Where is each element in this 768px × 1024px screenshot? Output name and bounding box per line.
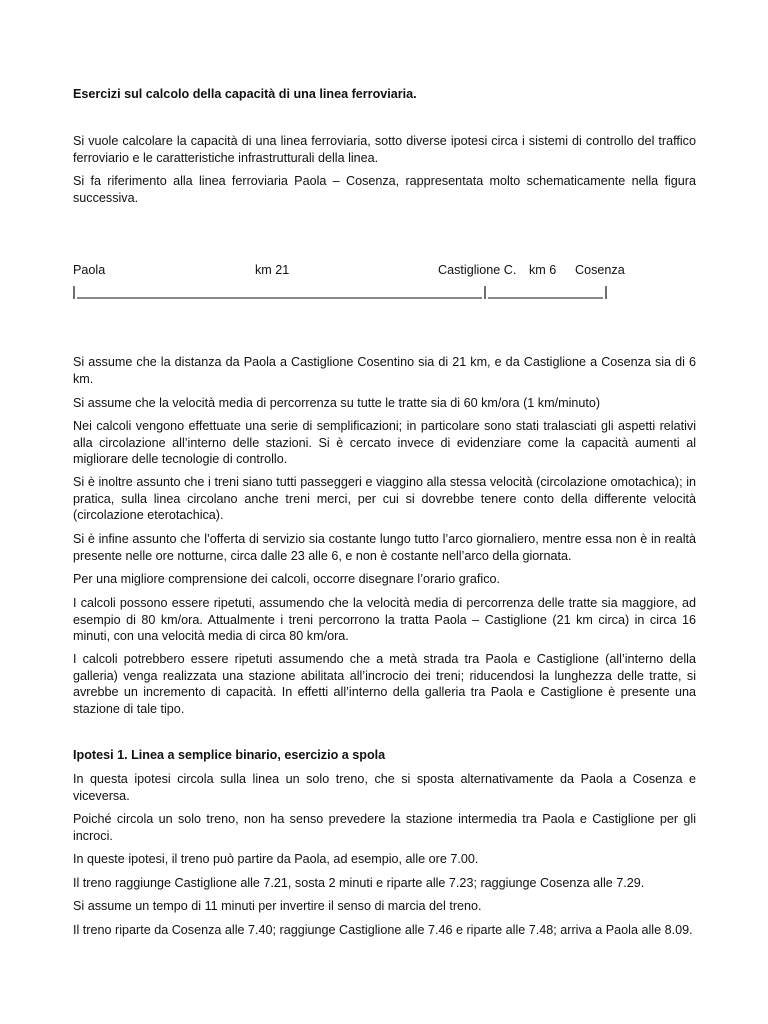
line-schema-diagram: [73, 284, 613, 302]
hypothesis-paragraph-5: Si assume un tempo di 11 minuti per invertire il senso di marcia del treno.: [73, 899, 482, 913]
station-castiglione-label: Castiglione C.: [438, 263, 517, 277]
intro-paragraph-1: Si vuole calcolare la capacità di una linea ferroviaria, sotto diverse ipotesi circa i sistemi di controllo del traffico ferroviario e le caratteristiche infrastrutturali della linea.: [73, 134, 696, 165]
hypothesis-paragraph-4: Il treno raggiunge Castiglione alle 7.21, sosta 2 minuti e riparte alle 7.23; raggiunge Cosenza alle 7.29.: [73, 876, 645, 890]
assumption-paragraph-8: I calcoli potrebbero essere ripetuti assumendo che a metà strada tra Paola e Castiglione (all’interno della galleria) venga realizzata una stazione abilitata all’incrocio dei treni; riducendosi la lunghezza delle tratte, si avrebbe un incremento di capacità. In effetti all’interno della galleria tra Paola e Castiglione è presente una stazione di tale tipo.: [73, 652, 696, 716]
hypothesis-paragraph-1: In questa ipotesi circola sulla linea un solo treno, che si sposta alternativamente da Paola a Cosenza e viceversa.: [73, 772, 696, 803]
assumption-paragraph-3: Nei calcoli vengono effettuate una serie di semplificazioni; in particolare sono stati tralasciati gli aspetti relativi alla circolazione all’interno delle stazioni. Si è cercato invece di evidenziare come la capacità aumenti al migliorare delle tecnologie di controllo.: [73, 419, 696, 466]
hypothesis-paragraph-6: Il treno riparte da Cosenza alle 7.40; raggiunge Castiglione alle 7.46 e riparte alle 7.48; arriva a Paola alle 8.09.: [73, 923, 693, 937]
assumption-paragraph-4: Si è inoltre assunto che i treni siano tutti passeggeri e viaggino alla stessa velocità (circolazione omotachica); in pratica, sulla linea circolano anche treni merci, per cui si dovrebbe tenere conto della differente velocità (circolazione eterotachica).: [73, 475, 696, 522]
assumption-paragraph-7: I calcoli possono essere ripetuti, assumendo che la velocità media di percorrenza delle tratte sia maggiore, ad esempio di 80 km/ora. Attualmente i treni percorrono la tratta Paola – Castiglione (21 km circa) in circa 16 minuti, con una velocità media di circa 80 km/ora.: [73, 596, 696, 643]
hypothesis-heading: Ipotesi 1. Linea a semplice binario, esercizio a spola: [73, 748, 386, 762]
station-cosenza-label: Cosenza: [575, 263, 625, 277]
distance-km6-label: km 6: [529, 263, 557, 277]
distance-km21-label: km 21: [255, 263, 290, 277]
line-schema-labels: [73, 262, 696, 279]
hypothesis-paragraph-3: In queste ipotesi, il treno può partire da Paola, ad esempio, alle ore 7.00.: [73, 852, 479, 866]
hypothesis-paragraph-2: Poiché circola un solo treno, non ha senso prevedere la stazione intermedia tra Paola e Castiglione per gli incroci.: [73, 812, 696, 843]
assumption-paragraph-1: Si assume che la distanza da Paola a Castiglione Cosentino sia di 21 km, e da Castiglione a Cosenza sia di 6 km.: [73, 355, 696, 386]
assumption-paragraph-6: Per una migliore comprensione dei calcoli, occorre disegnare l’orario grafico.: [73, 572, 500, 586]
assumption-paragraph-5: Si è infine assunto che l’offerta di servizio sia costante lungo tutto l’arco giornaliero, mentre essa non è in realtà presente nelle ore notturne, circa dalle 23 alle 6, e non è costante nell’arco della giornata.: [73, 532, 696, 563]
station-paola-label: Paola: [73, 263, 106, 277]
document-title: Esercizi sul calcolo della capacità di una linea ferroviaria.: [73, 87, 417, 101]
assumption-paragraph-2: Si assume che la velocità media di percorrenza su tutte le tratte sia di 60 km/ora (1 km/minuto): [73, 396, 601, 410]
intro-paragraph-2: Si fa riferimento alla linea ferroviaria Paola – Cosenza, rappresentata molto schematicamente nella figura successiva.: [73, 174, 696, 205]
